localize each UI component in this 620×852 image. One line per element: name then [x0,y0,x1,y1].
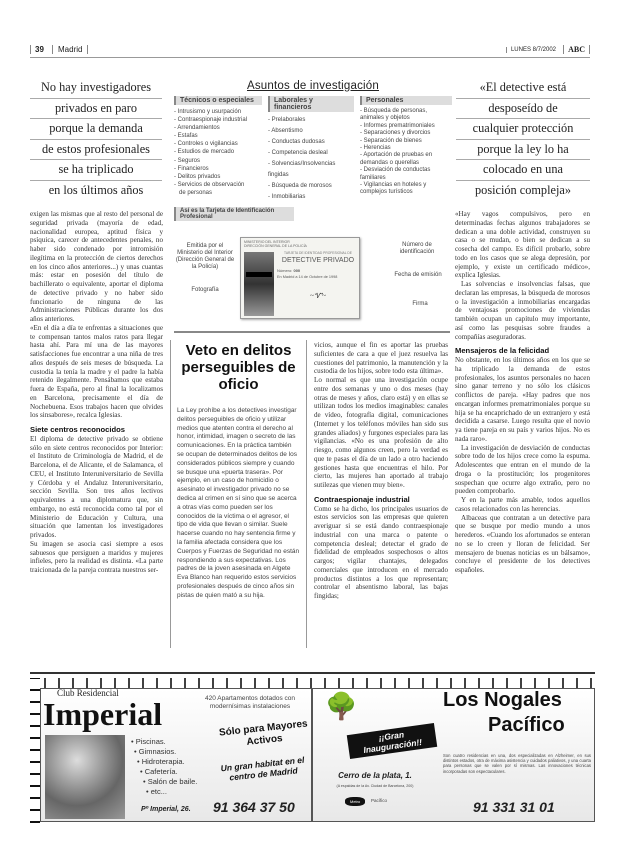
category-heading: Técnicos o especiales [174,96,262,105]
paragraph: Lo normal es que una investigación ocupe entre dos semanas y uno o dos meses (hay otras de meses y años, claro está) y en ellas se utilizan todos los medios imaginables: canales de vídeo, fotografía digital, comunicaciones (Internet y los teléfonos móviles han sido sus grandes aliados) y furgones especiales para las vigilancias. «No es una profesión de alto riesgo, como algunos creen, pero la verdad es que te pasas el día de un lado a otro haciendo gestiones hasta que encuentras el hilo. Por cierto, las mujeres han aportado al trabajo sutilezas que vienen muy bien». [314,376,448,489]
ad-phone[interactable]: 91 331 31 01 [473,799,555,815]
list-item: - Estudios de mercado [174,149,235,156]
ad-description: Son cuatro residencias en una, dos especializadas en Alzheimer, en sus distintos estados, otra de máxima asistencia y cuidados paliativos, y una cuarta para personas que se valen por sí mismas. Las innovaciones técnicas incorporadas son espectaculares. [443,753,591,774]
issue-date: LUNES 8/7/2002 [506,47,556,53]
ad-features [131,737,197,797]
article-column-3 [455,210,590,575]
article-column-1 [30,210,163,575]
sidebar-text: La Ley prohíbe a los detectives investigar delitos perseguibles de oficio y utilizar medios que atenten contra el derecho al honor, intimidad, imagen o secreto de las comunicaciones. En la práctica también se ocupan de determinados delitos de los considerados públicos siempre y cuando se busque una «puerta trasera». Por ejemplo, en un caso de homicidio o asesinato el investigador privado no se dedica al crimen en sí sino que se acerca a otras vías como pueden ser los conocidos de la víctima o el agresor, el tipo de vida que llevan o similar. Suele hacerse cuando no hay sentencia firme y la familia afectada considera que los Cuerpos y Fuerzas de Seguridad no están respondiendo a sus expectativas. Los padres de la joven asesinada en Algete Eva Blanco han requerido estos servicios profesionales después de cinco años sin pistas de quien mató a su hija. [177,407,300,599]
label-photo: Fotografía [191,287,219,293]
list-item: - Contraespionaje industrial [174,117,248,124]
list-item: - Aportación de pruebas en demandas o querellas [360,152,433,166]
list-item: de personas [179,189,213,196]
quote-line: No hay investigadores [30,78,162,99]
list-item: - Financieros [174,165,209,172]
quote-line: colocado en una [456,160,590,181]
list-item: - Inmobiliarias [268,194,306,200]
quote-line: desposeído de [456,99,590,120]
label-issued: Emitida por el Ministerio del Interior (Dirección General de la Policía) [175,243,235,270]
paragraph: Albaceas que contratan a un detective para que se busque por medio mundo a unos herederos. «Cuando los afortunados se enteran no se lo creen y lloran de felicidad. Ser mensajero de buenas noticias es un bálsamo», concluye el presidente de los detectives españoles. [455,513,590,574]
ad-slogan: Un gran habitat en el centro de Madrid [220,754,305,783]
paragraph: «En el día a día te enfrentas a situaciones que te compensan tantos malos ratos para llegar hasta ahí. Para mí una de las mayores satisfacciones fue encontrar a una niña de tres años después de seis meses de búsqueda. La custodia la tenía la madre y el padre la había retenido ilegalmente. Pensábamos que estaba fuera de España, pero al final la localizamos en Barcelona, precisamente el día de Nochebuena. Esos trabajos hacen que olvides los sinsabores», recalca Iglesias. [30,323,163,420]
ad-couple-photo [45,735,125,819]
ad-club-label: Club Residencial [57,688,119,698]
metro-logo-icon: Metro [345,797,365,806]
article-column-2 [314,341,448,601]
sidebar-title: Veto en delitos perseguibles de oficio [181,342,296,393]
paragraph: No obstante, en los últimos años en los que se ha triplicado la demanda de estos profesionales, los asuntos personales no hacen sino ganar terreno y no sólo los clásicos conflictos de pareja. «Hay padres que nos encargan informes prematrimoniales porque su hija se ha encaprichado de un extranjero y está decidida a casarse. Luego resulta que el novio ya tiene pareja en su país y varios hijos. No es nada raro». [455,356,590,443]
label-id-number: Número de identificación [399,242,435,255]
list-item: - Búsqueda de personas, animales y objetos [360,108,428,122]
list-item: - Informes prematrimoniales [360,122,435,129]
list-item: - Separaciones y divorcios [360,130,431,137]
list-item: - Vigilancias en hoteles y complejos turísticos [360,182,427,196]
paragraph: Como se ha dicho, los principales usuarios de estos servicios son las empresas que quieren averiguar si se está dando contraespionaje industrial con una marca o patente o competencia desleal; detectar el grado de fidelidad de empleados sospechosos o altos cargos; vigilar chantajes, delegados comerciales que introducen en el mercado productos distintos a los que representan; controlar el absentismo laboral, las bajas fingidas; [314,504,448,600]
label-signature: Firma [412,301,428,307]
pull-quote-left [30,78,162,200]
list-item: • Hidroterapia. [137,757,185,766]
category-technical [174,96,262,203]
paragraph: vicios, aunque el fin es aportar las pruebas suficientes de cara a que el juez resuelva las cuestiones del patrimonio, la manutención y la custodia de los hijos, sobre todo esta última». [314,341,448,376]
quote-line: privados en paro [30,99,162,120]
ad-address: Cerro de la plata, 1. [338,771,412,780]
divider [174,331,450,333]
card-section-title: Así es la Tarjeta de Identificación Profesional [174,207,294,221]
paragraph: exigen las mismas que al resto del personal de seguridad privada (mayoría de edad, nacionalidad europea, aptitud física y psíquica, carecer de antecedentes penales, no haber sido condenado por intromisión ilegítima en la protección de ciertos derechos en los cinco años anteriores...) y unas cuantas más: estar en posesión del título de bachillerato o equivalente, aportar el diploma de detective privado y no haber sido funcionario de ninguna de las Administraciones Públicas durante los dos años anteriores. [30,210,163,323]
paragraph: Su imagen se asocia casi siempre a esos sabuesos que persiguen a maridos y mujeres infieles, pero la realidad es distinta. «La parte traicionada de la pareja contrata nuestros ser- [30,539,163,574]
list-item: - Estafas [174,133,198,140]
quote-line: se ha triplicado [30,160,162,181]
quote-line: posición compleja» [475,182,571,197]
ad-tagline: 420 Apartamentos dotados con modernísimas instalaciones [205,695,295,710]
list-item: - Desviación de conductas familiares [360,167,431,181]
list-item: - Búsqueda de morosos [268,183,332,189]
card-date: En Madrid a 14 de Octubre de 1998 [277,275,338,279]
subheading: Contraespionaje industrial [314,494,410,504]
paragraph: Y en la parte más amable, todos aquellos casos relacionados con las herencias. [455,496,590,513]
infographic-title: Asuntos de investigación [246,80,380,92]
category-labor [268,96,354,203]
ad-nogales-name: Los Nogales [443,689,562,711]
list-item: - Prelaborales [268,117,306,123]
ad-phone[interactable]: 91 364 37 50 [213,799,295,815]
quote-line: «El detective está [456,78,590,99]
paragraph: Las solvencias e insolvencias falsas, que declaran las empresas, la búsqueda de morosos o la investigación a inmobiliarias encargadas de ventajosas promociones de viviendas también ocupan un capítulo muy importante, así como las pesquisas sobre fraudes a compañías aseguradoras. [455,280,590,341]
list-item: - Delitos privados [174,173,221,180]
category-heading: Laborales y financieros [268,96,354,112]
list-item: - Separación de bienes [360,137,422,144]
eye-bar [246,272,272,277]
list-item: - Intrusismo y usurpación [174,109,242,115]
card-signature: ~Ꮙ~ [310,292,326,300]
list-item: - Absentismo [268,128,303,134]
ad-separator [30,672,595,674]
list-item: • Piscinas. [131,737,166,746]
quote-line: cualquier protección [456,119,590,140]
ad-inauguration-badge: ¡¡Gran Inauguración!! [347,723,437,759]
page-header [30,44,590,58]
card-ministry: MINISTERIO DEL INTERIOR [244,240,290,244]
id-card [240,237,360,319]
ad-imperial-logo: Imperial [43,696,163,732]
ad-metro-station: Pacífico [371,798,388,803]
list-item: - Controles o vigilancias [174,141,238,148]
quote-line: porque la demanda [30,119,162,140]
quote-line: de estos profesionales [30,140,162,161]
card-subtitle: TARJETA DE IDENTIDAD PROFESIONAL DE [284,251,352,255]
ad-address: Pº Imperial, 26. [141,806,191,813]
list-item: - Arrendamientos [174,125,220,132]
list-item: - Competencia desleal [268,150,328,156]
category-heading: Personales [360,96,452,105]
subheading: Siete centros reconocidos [30,425,125,434]
label-issue-date: Fecha de emisión [394,272,442,278]
pull-quote-right [456,78,590,200]
sidebar-box-veto [170,340,307,648]
section-name: Madrid [52,45,88,54]
list-item: - Conductas dudosas [268,139,325,145]
infographic [174,80,452,224]
list-item: - Solvencias/Insolvencias [268,161,336,167]
paragraph: La investigación de desviación de conductas sobre todo de los hijos crece como la espuma. Adolescentes que entran en el mundo de la droga o la prostitución; los progenitores sospechan que ocurre algo extraño, pero no pueden comprobarlo. [455,443,590,496]
ad-los-nogales[interactable] [312,688,595,822]
subheading: Mensajeros de la felicidad [455,346,550,356]
list-item: • Salón de baile. [143,777,198,786]
list-item: • etc... [146,787,167,796]
quote-line: en los últimos años [48,182,144,197]
card-direction: DIRECCIÓN GENERAL DE LA POLICÍA [244,244,307,248]
card-number: 000 [293,268,301,273]
list-item: - Seguros [174,157,201,164]
card-number-label: Número: [277,268,293,273]
newspaper-logo: ABC [563,45,590,54]
tree-icon: 🌳 [325,691,358,721]
ad-imperial[interactable] [40,688,312,822]
page-number: 39 [30,45,44,54]
ad-slogan: Sólo para Mayores Activos [218,718,309,748]
list-item: - Servicios de observación [174,181,245,188]
card-photo [244,252,274,316]
ad-border-pattern [30,678,40,823]
list-item: - Herencias [360,145,391,152]
category-personal [360,96,452,203]
list-item: fingidas [268,172,289,178]
quote-line: porque la ley lo ha [456,140,590,161]
paragraph: El diploma de detective privado se obtiene sólo en siete centros reconocidos por Interior: el Instituto de Criminología de Madrid, el de Barcelona, el de Alicante, el de Salamanca, el CEU, el Instituto Interuniversitario de Sevilla y Córdoba y el Andaluz Interuniversitario, sección Sevilla. Son tres años lectivos equivalentes a una diplomatura que, sin embargo, no está reconocida como tal por el Ministerio de Educación y Cultura, una situación que lamentan los investigadores privados. [30,434,163,539]
paragraph: «Hay vagos compulsivos, pero en determinadas fechas algunos trabajadores se dedican a una doble actividad, construyen su casa o se mudan, o bien se dedican a su cosecha del campo. Es difícil probarlo, sobre todo en los casos que se alega depresión, por ejemplo, y existe un certificado médico», explica Iglesias. [455,210,590,280]
ad-nogales-name: Pacífico [488,714,565,736]
ad-border-pattern [30,678,595,688]
ad-address-note: (A espaldas de la Av. Ciudad de Barcelona, 200) [336,784,414,788]
list-item: • Cafetería. [140,767,178,776]
card-role: DETECTIVE PRIVADO [281,257,355,264]
list-item: • Gimnasios. [134,747,177,756]
